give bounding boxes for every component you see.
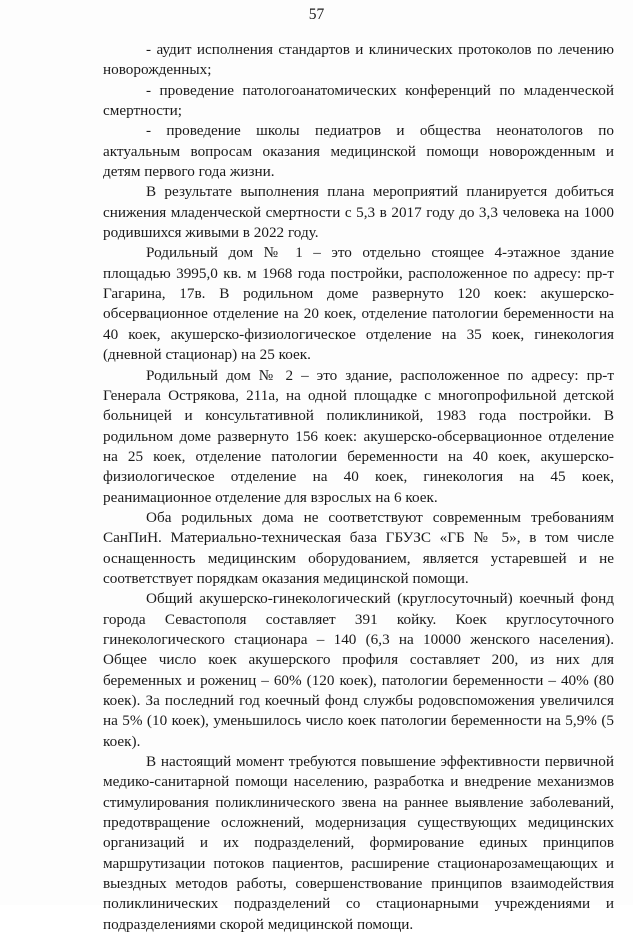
paragraph-maternity-hospital-2: Родильный дом № 2 – это здание, расположенное по адресу: пр-т Генерала Острякова, 211а, на одной площадке с многопрофильной детской больницей и консультативной поликлиникой, 1983 года постройки. В родильном доме развернуто 156 коек: акушерско-обсервационное отделение на 25 коек, отделение патологии беременности на 40 коек, акушерско-физиологическое отделение на 40 коек, гинекология на 45 коек, реанимационное отделение для взрослых на 6 коек.: [103, 366, 614, 506]
paragraph-pediatric-school: - проведение школы педиатров и общества неонатологов по актуальным вопросам оказания медицинской помощи новорожденным и детям первого года жизни.: [103, 122, 614, 181]
paragraph-audit-standards: - аудит исполнения стандартов и клинических протоколов по лечению новорожденных;: [103, 41, 614, 79]
paragraph-maternity-hospital-1: Родильный дом № 1 – это отдельно стоящее 4-этажное здание площадью 3995,0 кв. м 1968 года постройки, расположенное по адресу: пр-т Гагарина, 17в. В родильном доме развернуто 120 коек: акушерско-обсервационное отделение на 20 коек, отделение патологии беременности на 40 коек, акушерско-физиологическое отделение на 35 коек, гинекология (дневной стационар) на 25 коек.: [103, 244, 614, 364]
paragraph-sanitary-compliance: Оба родильных дома не соответствуют современным требованиям СанПиН. Материально-техническая база ГБУЗС «ГБ № 5», в том числе оснащенность медицинским оборудованием, является устаревшей и не соответствует порядкам оказания медицинской помощи.: [103, 508, 614, 587]
paragraph-bed-capacity: Общий акушерско-гинекологический (круглосуточный) коечный фонд города Севастополя составляет 391 койку. Коек круглосуточного гинекологического стационара – 140 (6,3 на 10000 женского населения). Общее число коек акушерского профиля составляет 200, из них для беременных и рожениц – 60% (120 коек), патологии беременности – 40% (80 коек). За последний год коечный фонд службы родовспоможения увеличился на 5% (10 коек), уменьшилось число коек патологии беременности на 5,9% (5 коек).: [103, 590, 614, 750]
page-body: [103, 40, 614, 935]
paragraph-pathology-conferences: - проведение патологоанатомических конференций по младенческой смертности;: [103, 81, 614, 120]
paragraph-current-needs: В настоящий момент требуются повышение эффективности первичной медико-санитарной помощи населению, разработка и внедрение механизмов стимулирования поликлинического звена на раннее выявление заболеваний, предотвращение осложнений, модернизация существующих медицинских организаций и их подразделений, формирование единых принципов маршрутизации потоков пациентов, расширение стационарозамещающих и выездных методов работы, совершенствование принципов взаимодействия поликлинических подразделений со стационарными учреждениями и подразделениями скорой медицинской помощи.: [103, 753, 614, 933]
paragraph-mortality-target: В результате выполнения плана мероприятий планируется добиться снижения младенческой смертности с 5,3 в 2017 году до 3,3 человека на 1000 родившихся живыми в 2022 году.: [103, 183, 614, 242]
page-number: 57: [308, 6, 325, 23]
